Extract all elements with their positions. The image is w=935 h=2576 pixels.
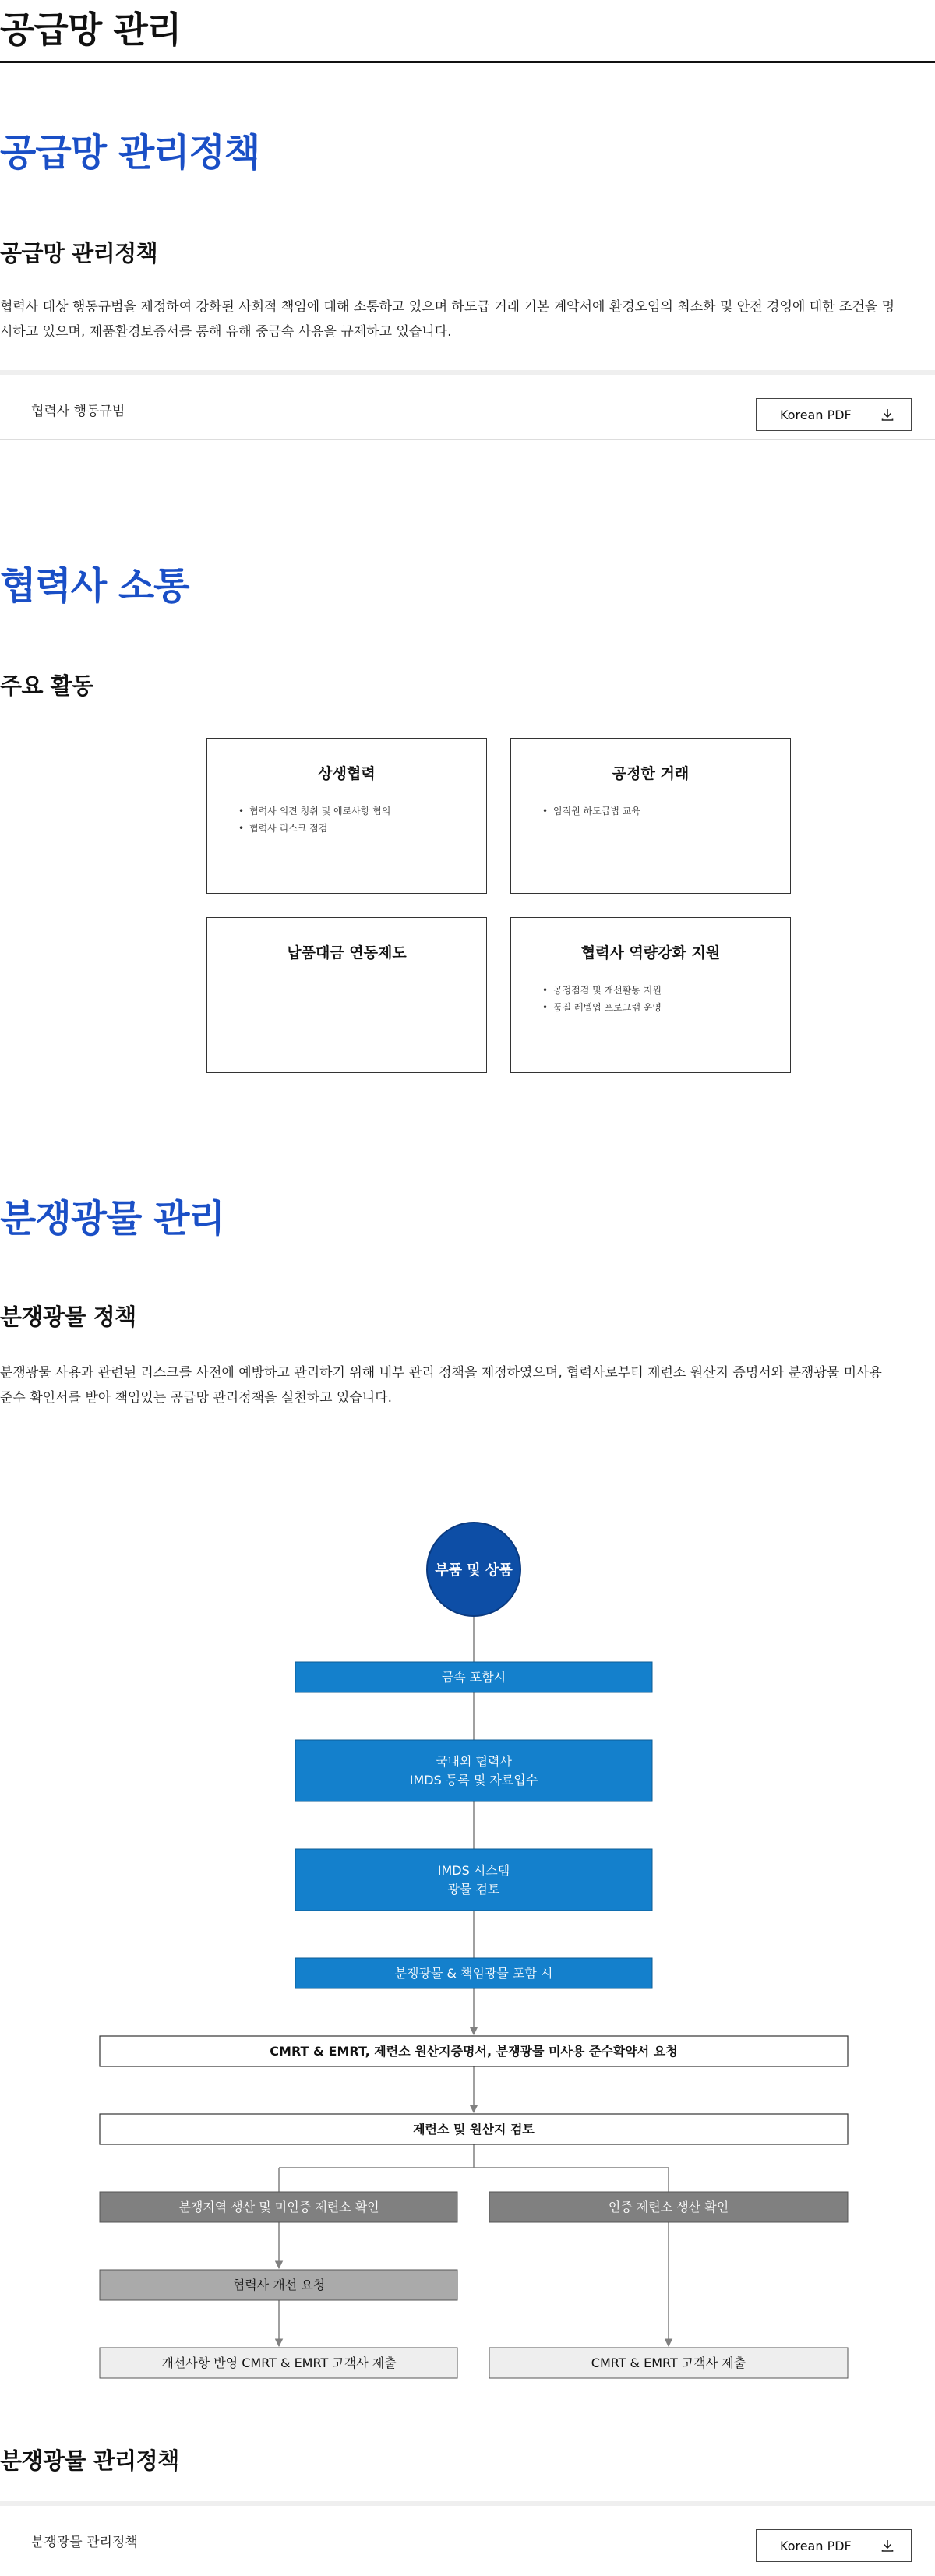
activity-box-capability-support xyxy=(510,917,791,1073)
code-of-conduct-label: 협력사 행동규범 xyxy=(31,404,125,419)
policy-paragraph-line-2: 시하고 있으며, 제품환경보증서를 통해 유해 중금속 사용을 규제하고 있습니다. xyxy=(0,324,452,340)
flow-step-label: IMDS 등록 및 자료입수 xyxy=(409,1773,538,1787)
flow-step-imds-registration xyxy=(295,1740,652,1801)
activity-item: • 품질 레벨업 프로그램 운영 xyxy=(542,999,662,1016)
activity-box-win-win xyxy=(206,738,487,894)
flow-step-label: 협력사 개선 요청 xyxy=(232,2278,326,2292)
activity-title: 납품대금 연동제도 xyxy=(287,944,407,962)
activity-item: • 협력사 리스크 점검 xyxy=(238,820,390,837)
activity-item: • 공정점검 및 개선활동 지원 xyxy=(542,982,662,999)
code-of-conduct-pdf-button[interactable] xyxy=(756,398,912,431)
minerals-paragraph xyxy=(0,1360,935,1410)
minerals-section-heading: 분쟁광물 관리 xyxy=(0,1197,224,1240)
minerals-subheading: 분쟁광물 정책 xyxy=(0,1304,136,1330)
minerals-paragraph-line-2: 준수 확인서를 받아 책임있는 공급망 관리정책을 실천하고 있습니다. xyxy=(0,1390,393,1406)
policy-subheading: 공급망 관리정책 xyxy=(0,240,158,266)
flow-step-label: 개선사항 반영 CMRT & EMRT 고객사 제출 xyxy=(161,2355,397,2370)
minerals-policy-download-row xyxy=(0,2501,935,2571)
activity-title: 상생협력 xyxy=(318,765,376,782)
minerals-policy-label: 분쟁광물 관리정책 xyxy=(31,2535,138,2550)
policy-paragraph xyxy=(0,295,935,344)
communication-section-heading: 협력사 소통 xyxy=(0,564,189,608)
activity-title: 공정한 거래 xyxy=(612,765,690,782)
flow-step-label: CMRT & EMRT 고객사 제출 xyxy=(591,2355,746,2370)
minerals-policy-pdf-button[interactable] xyxy=(756,2529,912,2562)
policy-paragraph-line-1: 협력사 대상 행동규범을 제정하여 강화된 사회적 책임에 대해 소통하고 있으며 하도급 거래 기본 계약서에 환경오염의 최소화 및 안전 경영에 대한 조건을 명 xyxy=(0,299,895,315)
title-divider xyxy=(0,61,935,63)
conflict-minerals-flowchart xyxy=(0,1480,935,2384)
minerals-policy-subheading: 분쟁광물 관리정책 xyxy=(0,2447,179,2474)
communication-subheading: 주요 활동 xyxy=(0,672,94,699)
flow-step-label: 분쟁광물 & 책임광물 포함 시 xyxy=(394,1966,553,1981)
pdf-button-label: Korean PDF xyxy=(780,2539,852,2553)
flow-step-label: CMRT & EMRT, 제련소 원산지증명서, 분쟁광물 미사용 준수확약서 요청 xyxy=(270,2044,678,2059)
flow-step-label: 제련소 및 원산지 검토 xyxy=(413,2122,535,2137)
activity-box-fair-trade xyxy=(510,738,791,894)
activity-title: 협력사 역량강화 지원 xyxy=(580,944,721,962)
flow-step-label: 국내외 협력사 xyxy=(436,1754,512,1769)
flow-step-label: IMDS 시스템 xyxy=(437,1863,510,1878)
code-of-conduct-download-row xyxy=(0,370,935,440)
flow-step-label: 광물 검토 xyxy=(447,1882,500,1897)
download-icon xyxy=(880,407,895,422)
activity-item: • 협력사 의견 청취 및 애로사항 협의 xyxy=(238,803,390,820)
activity-item: • 임직원 하도급법 교육 xyxy=(542,803,640,820)
flow-step-imds-review xyxy=(295,1849,652,1911)
flow-step-label: 금속 포함시 xyxy=(441,1670,506,1685)
activity-list xyxy=(542,803,640,820)
flow-start-label: 부품 및 상품 xyxy=(435,1562,513,1579)
pdf-button-label: Korean PDF xyxy=(780,408,852,422)
activity-box-payment-indexation xyxy=(206,917,487,1073)
page-title: 공급망 관리 xyxy=(0,9,182,51)
activity-list xyxy=(542,982,662,1016)
minerals-paragraph-line-1: 분쟁광물 사용과 관련된 리스크를 사전에 예방하고 관리하기 위해 내부 관리 정책을 제정하였으며, 협력사로부터 제련소 원산지 증명서와 분쟁광물 미사용 xyxy=(0,1365,882,1381)
flow-step-label: 분쟁지역 생산 및 미인증 제련소 확인 xyxy=(178,2200,379,2214)
policy-section-heading: 공급망 관리정책 xyxy=(0,131,260,175)
activity-list xyxy=(238,803,390,837)
download-icon xyxy=(880,2538,895,2553)
flow-step-label: 인증 제련소 생산 확인 xyxy=(608,2200,729,2214)
